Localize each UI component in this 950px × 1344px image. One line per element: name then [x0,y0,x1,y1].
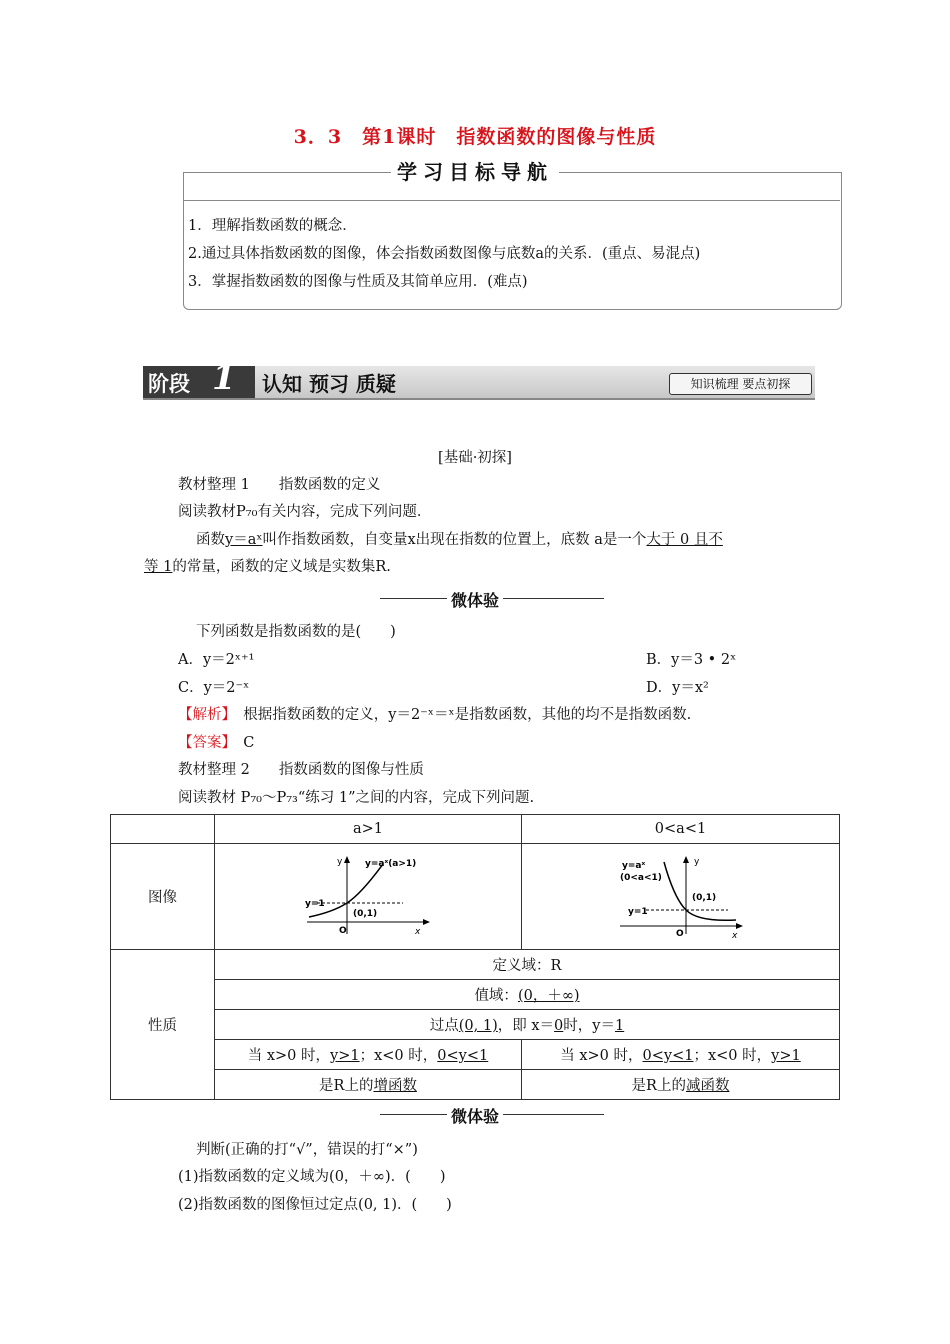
mini-label: 微体验 [0,588,950,611]
topic2-read: 阅读教材 P₇₀～P₇₃“练习 1”之间的内容，完成下列问题. [178,790,535,806]
asymptote-label: y=1 [305,898,325,909]
axis-x-label: x [415,926,421,937]
goal-item: 2.通过具体指数函数的图像，体会指数函数图像与底数a的关系．(重点、易混点) [188,246,701,262]
q1-option-b: B．y＝3 • 2ˣ [646,652,737,668]
row-label-graph: 图像 [111,844,215,950]
goals-divider [183,200,840,201]
graph-cell-decreasing [522,844,840,950]
stage-tag: 知识梳理 要点初探 [669,373,812,395]
mini-label: 微体验 [0,1104,950,1127]
point-label: (0,1) [353,908,378,919]
stage-title: 认知 预习 质疑 [262,372,396,396]
col-header-a-lt-1: 0<a<1 [522,815,840,844]
point-label: (0,1) [691,892,716,903]
graph-cell-increasing [215,844,522,950]
goal-item: 3．掌握指数函数的图像与性质及其简单应用．(难点) [188,274,528,290]
axis-x-label: x [731,930,737,940]
col-header-a-gt-1: a>1 [215,815,522,844]
topic1-read: 阅读教材P₇₀有关内容，完成下列问题． [178,504,432,520]
curve-condition: (0<a<1) [619,872,662,883]
prop-monotonic-decreasing: 是R上的减函数 [522,1070,840,1100]
origin-label: O [339,925,347,936]
q1-option-a: A．y＝2ˣ⁺¹ [178,652,255,668]
topic1-body: 函数y＝aˣ叫作指数函数，自变量x出现在指数的位置上，底数 a是一个大于 0 且不 [196,532,723,548]
curve-label: y=aˣ(a>1) [365,858,417,869]
q2-stem: 判断(正确的打“√”，错误的打“×”) [196,1142,418,1158]
page-title: 3．3 第1课时 指数函数的图像与性质 [293,126,657,148]
table-corner [111,815,215,844]
prop-fixed-point: 过点(0, 1)，即 x＝0时，y＝1 [215,1010,840,1040]
graph-increasing [303,854,433,940]
prop-domain: 定义域：R [215,950,840,980]
prop-values-decreasing: 当 x>0 时，0<y<1；x<0 时，y>1 [522,1040,840,1070]
properties-table [110,814,840,1100]
graph-decreasing [616,854,746,940]
topic1-body-cont: 等 1的常量，函数的定义域是实数集R. [144,559,391,575]
q2-item: (1)指数函数的定义域为(0，＋∞)．( ) [178,1169,446,1185]
stage-number: 1 [212,358,236,398]
q1-option-d: D．y＝x² [646,680,709,696]
axis-y-label: y [693,856,699,867]
goals-header: 学习目标导航 [0,156,950,185]
origin-label: O [675,928,684,939]
prop-values-increasing: 当 x>0 时，y>1；x<0 时，0<y<1 [215,1040,522,1070]
axis-y-label: y [337,856,343,867]
curve-label: y=aˣ [621,860,645,871]
topic2-heading: 教材整理 2 指数函数的图像与性质 [178,762,424,778]
row-label-properties: 性质 [111,950,215,1100]
q1-option-c: C．y＝2⁻ˣ [178,680,250,696]
topic1-heading: 教材整理 1 指数函数的定义 [178,477,381,493]
stage-label: 阶段 [148,372,190,396]
section-tag: [基础·初探] [438,450,512,466]
prop-monotonic-increasing: 是R上的增函数 [215,1070,522,1100]
prop-range: 值域：(0，＋∞) [215,980,840,1010]
asymptote-label: y=1 [627,906,648,917]
q2-item: (2)指数函数的图像恒过定点(0, 1)．( ) [178,1197,452,1213]
q1-stem: 下列函数是指数函数的是( ) [196,624,396,640]
q1-analysis: 【解析】 根据指数函数的定义，y＝2⁻ˣ＝ˣ是指数函数，其他的均不是指数函数. [178,707,692,723]
q1-answer: 【答案】 C [178,735,255,751]
goal-item: 1．理解指数函数的概念． [188,218,357,234]
